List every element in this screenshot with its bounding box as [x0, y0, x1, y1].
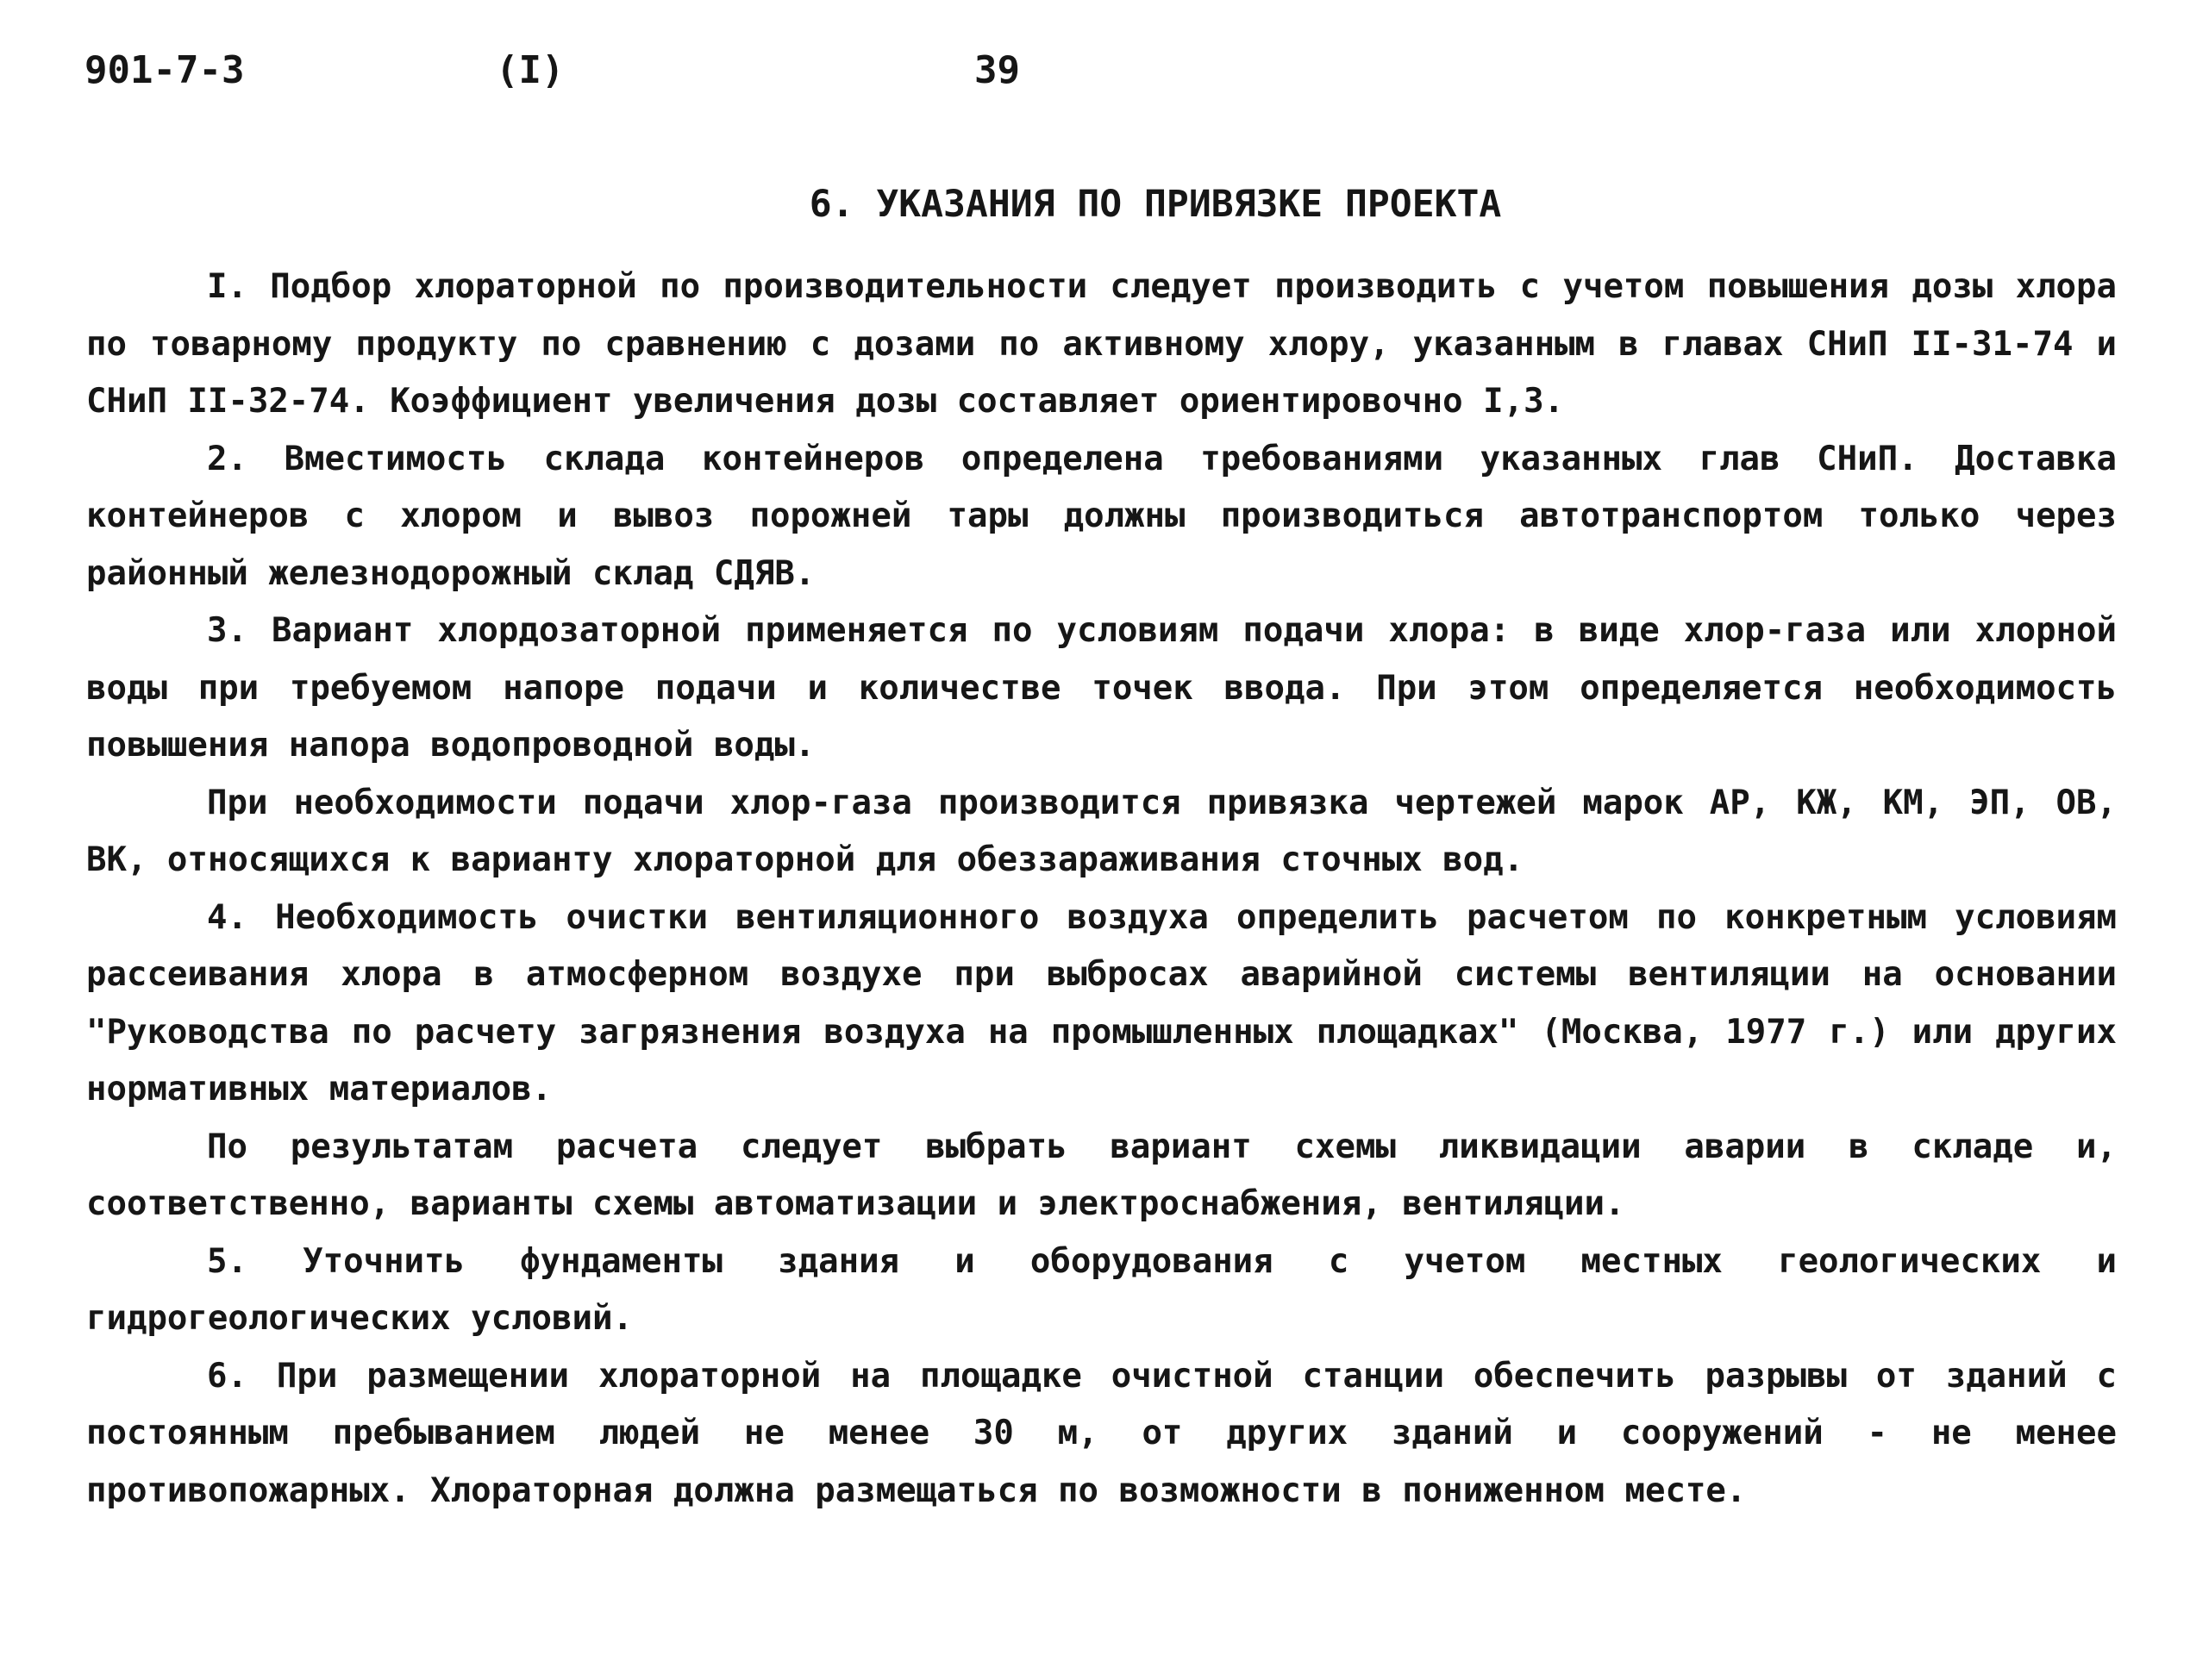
- paragraph-3-continued: При необходимости подачи хлор-газа производится привязка чертежей марок АР, КЖ, КМ, ЭП, ОВ, ВК, относящихся к варианту хлораторной для обеззараживания сточных вод.: [86, 783, 2117, 879]
- document-body: [86, 259, 2117, 1520]
- paragraph-3: 3. Вариант хлордозаторной применяется по условиям подачи хлора: в виде хлор-газа или хлорной воды при требуемом напоре подачи и количестве точек ввода. При этом определяется необходимость повышения напора водопроводной воды.: [86, 611, 2117, 765]
- paragraph-4: 4. Необходимость очистки вентиляционного воздуха определить расчетом по конкретным условиям рассеивания хлора в атмосферном воздухе при выбросах аварийной системы вентиляции на основании "Руководства по расчету загрязнения воздуха на промышленных площадках" (Москва, 1977 г.) или других нормативных материалов.: [86, 897, 2117, 1109]
- paragraph-4-continued: По результатам расчета следует выбрать вариант схемы ликвидации аварии в складе и, соответственно, варианты схемы автоматизации и электроснабжения, вентиляции.: [86, 1127, 2117, 1223]
- document-code: 901-7-3: [84, 48, 245, 92]
- paragraph-5: 5. Уточнить фундаменты здания и оборудования с учетом местных геологических и гидрогеологических условий.: [86, 1241, 2117, 1338]
- page-header: [0, 48, 2190, 100]
- page-number: 39: [974, 48, 1020, 92]
- document-part: (I): [496, 48, 565, 92]
- paragraph-6: 6. При размещении хлораторной на площадке очистной станции обеспечить разрывы от зданий с постоянным пребыванием людей не менее 30 м, от других зданий и сооружений - не менее противопожарных. Хлораторная должна размещаться по возможности в пониженном месте.: [86, 1356, 2117, 1510]
- paragraph-1: I. Подбор хлораторной по производительности следует производить с учетом повышения дозы хлора по товарному продукту по сравнению с дозами по активному хлору, указанным в главах СНиП II-31-74 и СНиП II-32-74. Коэффициент увеличения дозы составляет ориентировочно I,3.: [86, 267, 2117, 421]
- paragraph-2: 2. Вместимость склада контейнеров определена требованиями указанных глав СНиП. Доставка контейнеров с хлором и вывоз порожней тары должны производиться автотранспортом только через районный железнодорожный склад СДЯВ.: [86, 439, 2117, 593]
- section-title: 6. УКАЗАНИЯ ПО ПРИВЯЗКЕ ПРОЕКТА: [809, 183, 1502, 226]
